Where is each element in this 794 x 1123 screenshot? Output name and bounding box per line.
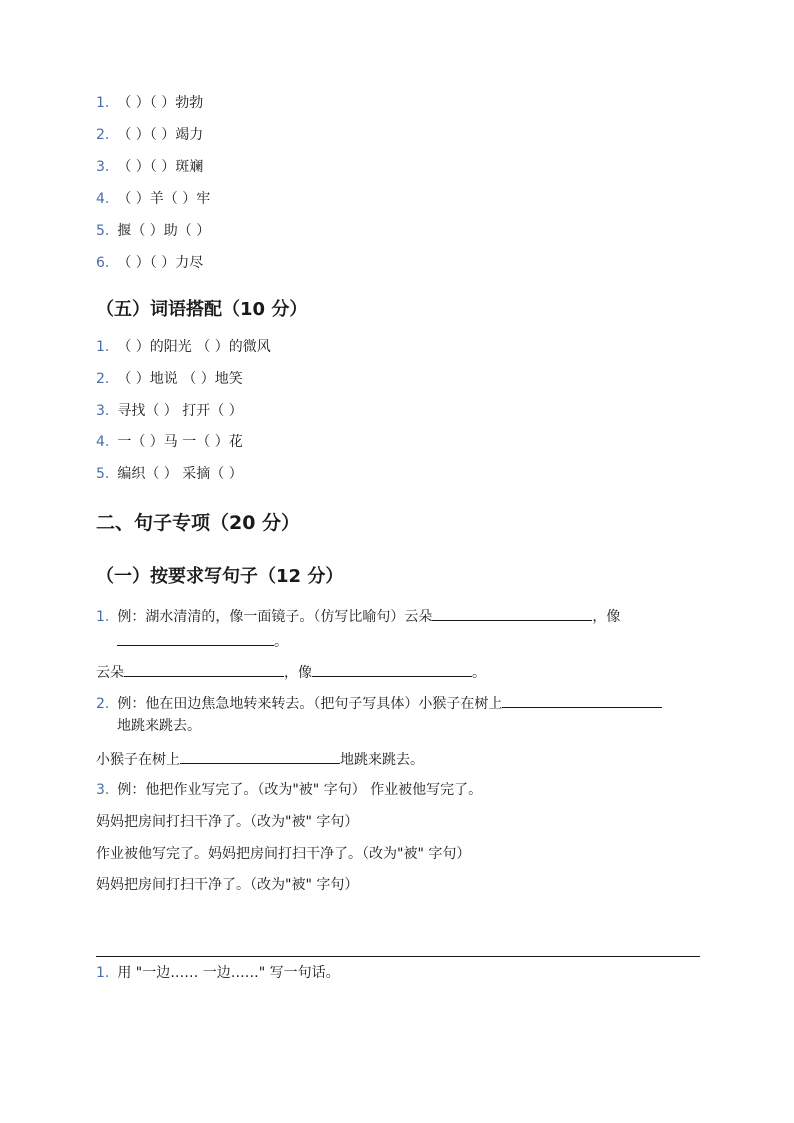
item-text: （ ）地说 （ ）地笑 [117,371,243,387]
item-number: 2. [96,371,110,387]
subsection-heading-rewrite: （一）按要求写句子（12 分） [96,566,344,587]
item-number: 1. [96,965,110,981]
question-text: 地跳来跳去。 [117,718,201,734]
idiom-item-5 [96,222,210,240]
matching-item-4 [96,433,243,451]
question-3-line-2: 妈妈把房间打扫干净了。（改为"被" 字句） [96,814,359,830]
item-number: 5. [96,466,110,482]
question-text: ，像 [592,609,621,625]
item-number: 2. [96,696,110,712]
section-heading-word-matching: （五）词语搭配（10 分） [96,299,308,320]
footer-note [96,964,340,982]
footer-text: 用 "一边…… 一边……" 写一句话。 [117,965,340,981]
item-text: 寻找（ ） 打开（ ） [117,403,243,419]
footer-divider [96,956,700,957]
item-number: 4. [96,434,110,450]
idiom-item-4 [96,190,210,208]
answer-text: 。 [472,665,486,681]
answer-blank[interactable] [124,662,284,677]
item-number: 2. [96,127,110,143]
question-3-line-3: 作业被他写完了。妈妈把房间打扫干净了。（改为"被" 字句） [96,846,471,862]
answer-blank[interactable] [432,606,592,621]
answer-blank[interactable] [502,693,662,708]
item-text: （ ）（ ）斑斓 [117,159,204,175]
item-text: （ ）的阳光 （ ）的微风 [117,339,271,355]
idiom-item-3 [96,158,203,176]
item-text: （ ）（ ）竭力 [117,127,204,143]
answer-text: 小猴子在树上 [96,752,180,768]
question-3 [96,781,482,799]
question-3-line-4: 妈妈把房间打扫干净了。（改为"被" 字句） [96,877,359,893]
answer-blank[interactable] [117,631,274,646]
idiom-item-2 [96,126,203,144]
item-text: 编织（ ） 采摘（ ） [117,466,243,482]
question-text: 例：湖水清清的，像一面镜子。（仿写比喻句）云朵 [117,609,433,625]
answer-text: 地跳来跳去。 [340,752,424,768]
idiom-item-6 [96,254,203,272]
item-text: （ ）（ ）勃勃 [117,95,204,111]
matching-item-3 [96,402,243,420]
question-text: 。 [274,634,288,650]
item-number: 1. [96,609,110,625]
item-number: 1. [96,339,110,355]
answer-text: 云朵 [96,665,124,681]
item-number: 3. [96,782,110,798]
question-2-continued [117,717,201,735]
idiom-item-1 [96,94,203,112]
item-number: 3. [96,403,110,419]
item-number: 4. [96,191,110,207]
item-number: 6. [96,255,110,271]
answer-blank[interactable] [312,662,472,677]
question-text: 例：他把作业写完了。（改为"被" 字句） 作业被他写完了。 [117,782,483,798]
item-number: 5. [96,223,110,239]
item-text: （ ）（ ）力尽 [117,255,204,271]
question-1-answer-line [96,662,486,682]
question-2-answer-line [96,749,424,769]
item-number: 3. [96,159,110,175]
matching-item-2 [96,370,243,388]
section-heading-sentences: 二、句子专项（20 分） [96,512,301,534]
matching-item-5 [96,465,243,483]
answer-blank[interactable] [180,749,340,764]
answer-text: ，像 [284,665,312,681]
question-1-continued [117,631,288,651]
item-text: 揠（ ）助（ ） [117,223,211,239]
question-1 [96,606,620,626]
question-text: 例：他在田边焦急地转来转去。（把句子写具体）小猴子在树上 [117,696,503,712]
item-text: （ ）羊（ ）牢 [117,191,211,207]
question-2 [96,693,662,713]
matching-item-1 [96,338,271,356]
item-number: 1. [96,95,110,111]
item-text: 一（ ）马 一（ ）花 [117,434,243,450]
